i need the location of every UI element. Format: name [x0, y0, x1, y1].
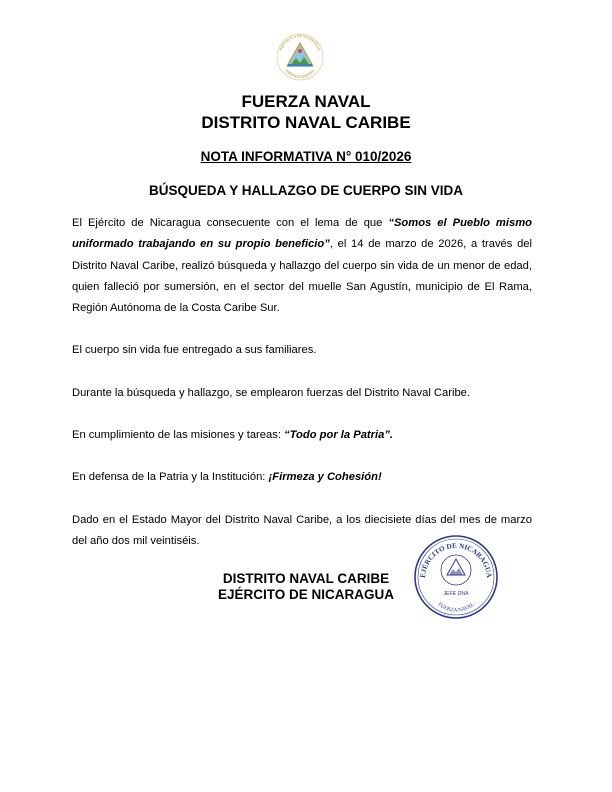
paragraph-5: [72, 467, 532, 488]
paragraph-4-intro: En cumplimiento de las misiones y tareas:: [72, 429, 285, 442]
subject-title: BÚSQUEDA Y HALLAZGO DE CUERPO SIN VIDA: [148, 183, 464, 198]
paragraph-3: Durante la búsqueda y hallazgo, se emplearon fuerzas del Distrito Naval Caribe.: [72, 386, 470, 399]
stamp-center-text: JEFE DNA: [443, 591, 469, 597]
note-number-title: [0, 149, 612, 165]
institution-title: FUERZA NAVAL: [241, 92, 371, 111]
paragraph-6: Dado en el Estado Mayor del Distrito Naval Caribe, a los diecisiete días del mes de marzo del año dos mil veintiséis.: [72, 513, 532, 547]
paragraph-2: El cuerpo sin vida fue entregado a sus familiares.: [72, 344, 317, 357]
paragraph-1-motto: “Somos el Pueblo mismo uniformado trabajando en su propio beneficio”: [72, 217, 532, 251]
signature-line-2: EJÉRCITO DE NICARAGUA: [217, 587, 395, 602]
district-title: DISTRITO NAVAL CARIBE: [201, 113, 411, 132]
seal-upper-text: REPUBLICA DE NICARAGUA: [278, 33, 322, 52]
paragraph-4: [72, 425, 532, 446]
paragraph-5-intro: En defensa de la Patria y la Institución:: [72, 471, 269, 484]
stamp-bottom-text: FUERZA NAVAL: [436, 601, 476, 614]
signature-block: [200, 571, 412, 603]
note-number-text: NOTA INFORMATIVA N° 010/2026: [200, 149, 412, 164]
paragraph-1-rest: , el 14 de marzo de 2026, a través del Distrito Naval Caribe, realizó búsqueda y hallazgo del cuerpo sin vida de un menor de edad, quien falleció por sumersión, en el sector del muelle San Agustín, municipio de El Rama, Región Autónoma de la Costa Caribe Sur.: [72, 238, 532, 315]
document-body: [72, 213, 532, 552]
paragraph-4-motto: “Todo por la Patria”.: [284, 429, 394, 442]
stamp-ring-text: EJÉRCITO DE NICARAGUA: [418, 541, 494, 579]
signature-line-1: DISTRITO NAVAL CARIBE: [222, 571, 390, 586]
official-stamp-icon: [412, 533, 500, 621]
paragraph-5-motto: ¡Firmeza y Cohesión!: [268, 471, 382, 484]
nicaragua-coat-of-arms-icon: [270, 30, 330, 82]
seal-lower-text: AMERICA CENTRAL: [284, 68, 316, 80]
paragraph-1-intro: El Ejército de Nicaragua consecuente con el lema de que: [72, 217, 389, 229]
paragraph-1: [72, 213, 532, 319]
